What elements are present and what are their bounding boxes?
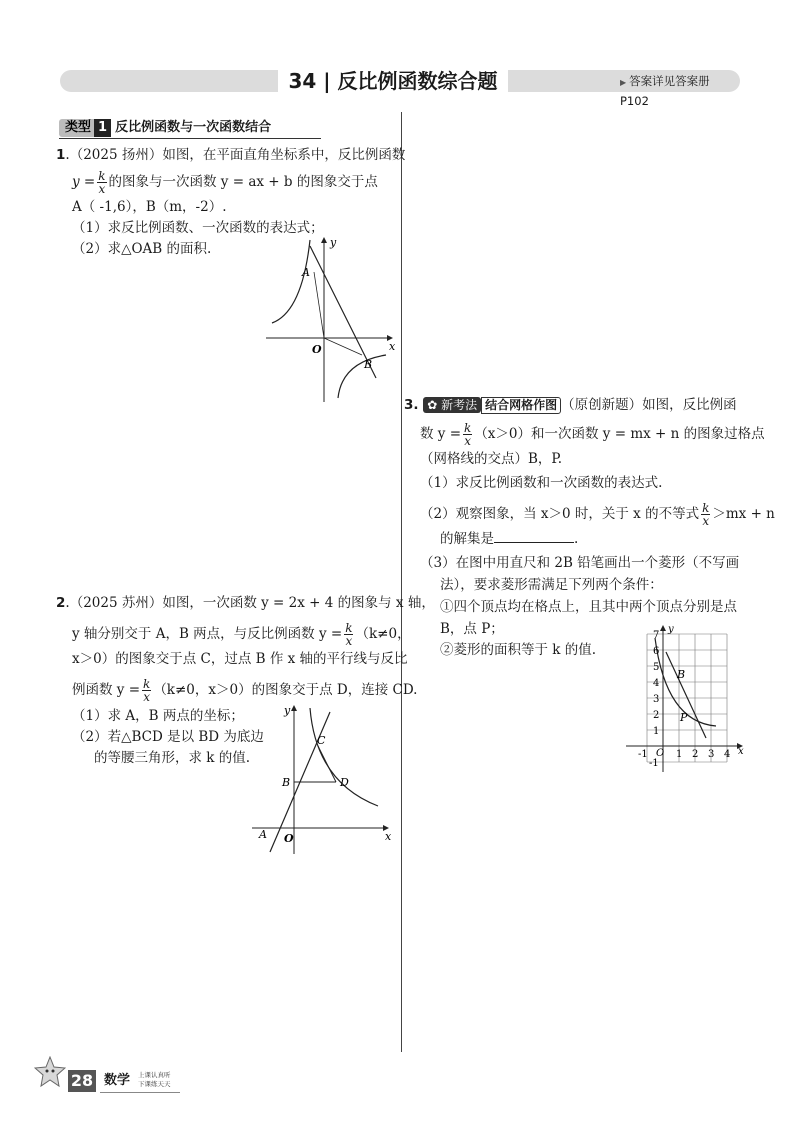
q2-line3: x＞0）的图象交于点 C，过点 B 作 x 轴的平行线与反比 — [72, 651, 408, 667]
q1-origin-label: O — [312, 343, 322, 356]
q1-hyperbola-right — [338, 355, 386, 398]
q2-point-a-label: A — [259, 828, 267, 841]
q2-frac1-num: k — [345, 621, 353, 635]
q2-point-d-label: D — [340, 776, 349, 789]
q1-part2: （2）求△OAB 的面积. — [72, 241, 212, 257]
answer-reference — [620, 72, 740, 108]
q3-number: 3 — [404, 397, 414, 413]
q2-fraction-2 — [142, 678, 151, 703]
q3-cond2: ②菱形的面积等于 k 的值. — [440, 642, 597, 658]
q3-cond1a: ①四个顶点均在格点上，且其中两个顶点分别是点 — [440, 599, 737, 615]
section-underline — [59, 138, 321, 139]
q3-x-tick-label: 4 — [724, 749, 731, 760]
footer-slogan — [138, 1071, 171, 1089]
q3-part1: （1）求反比例函数和一次函数的表达式. — [420, 475, 663, 491]
q2-line2 — [72, 622, 411, 647]
section-tag-number: 1 — [94, 119, 111, 137]
q1-segment-ob — [324, 338, 362, 355]
q2-part2a: （2）若△BCD 是以 BD 为底边 — [72, 729, 264, 745]
q2-frac2-den: x — [143, 690, 151, 704]
q3-y-tick-label: 2 — [653, 710, 660, 721]
q3-y-tick-label: 5 — [653, 662, 660, 673]
q3-frac1-num: k — [464, 421, 472, 435]
section-title: 反比例函数与一次函数结合 — [115, 120, 272, 135]
q3-x-tick-label: 3 — [708, 749, 715, 760]
q1-line3: A（ -1,6），B（m，-2）. — [72, 199, 227, 215]
q2-line4-text-a: 例函数 y = — [72, 682, 141, 698]
q3-y-tick-label: 4 — [653, 678, 660, 689]
q2-line1-text: .（2025 苏州）如图，一次函数 y = 2x + 4 的图象与 x 轴， — [65, 595, 435, 611]
q1-y-label: y — [330, 236, 337, 249]
q1-source: .（2025 扬州）如图，在平面直角坐标系中，反比例函数 — [65, 147, 406, 163]
q3-y-tick-label: 1 — [653, 726, 660, 737]
column-divider — [401, 112, 402, 1052]
q3-y-tick-label: 7 — [653, 630, 660, 641]
q1-segment-oa — [314, 272, 324, 338]
q3-grid-graph — [626, 622, 748, 778]
q3-frac1-den: x — [464, 434, 472, 448]
q2-origin-label: O — [284, 832, 294, 845]
q1-number: 1 — [56, 147, 66, 163]
q2-y-label: y — [284, 704, 291, 717]
q3-cond1b: B，点 P； — [440, 621, 504, 637]
q3-badge-new — [423, 397, 481, 413]
q3-line2 — [420, 422, 765, 447]
q3-badge-new-text: 新考法 — [441, 398, 478, 412]
q3-part3b: 法），要求菱形需满足下列两个条件： — [440, 577, 663, 593]
q3-line1-text: （原创新题）如图，反比例函 — [561, 397, 737, 413]
q2-frac2-num: k — [143, 677, 151, 691]
q2-x-label: x — [385, 830, 392, 843]
star-icon: ✿ — [427, 398, 438, 412]
q2-part2b: 的等腰三角形，求 k 的值. — [94, 750, 251, 766]
triangle-icon: ▶ — [620, 78, 627, 87]
q3-x-tick-label: 1 — [676, 749, 683, 760]
q3-fraction-2 — [701, 502, 710, 527]
q2-line2-text-b: （k≠0， — [355, 626, 411, 642]
q3-part2-period: . — [574, 531, 579, 547]
q1-part1: （1）求反比例函数、一次函数的表达式； — [72, 220, 324, 236]
q3-part2 — [420, 502, 775, 527]
q3-x-label: x — [738, 746, 744, 757]
q1-y-eq: y = — [72, 174, 96, 190]
footer-slogan-1: 上课认真听 — [138, 1071, 171, 1079]
footer-slogan-2: 下课练天天 — [138, 1080, 171, 1088]
q1-graph — [262, 232, 400, 408]
q3-badge-grid: 结合网格作图 — [481, 397, 561, 414]
q1-line1 — [56, 146, 405, 164]
q2-graph — [248, 702, 396, 862]
q3-x-tick-label: -1 — [638, 749, 648, 760]
q3-line2-text-b: （x＞0）和一次函数 y = mx + n 的图象过格点 — [474, 426, 765, 442]
q1-line2 — [72, 170, 378, 195]
q2-part1: （1）求 A，B 两点的坐标； — [72, 708, 244, 724]
q2-segment-cd — [318, 746, 336, 782]
footer-subject: 数学 — [104, 1073, 131, 1088]
q3-answer-blank[interactable] — [494, 530, 574, 543]
q3-part2-answer — [440, 530, 578, 548]
q1-line2-text: 的图象与一次函数 y = ax + b 的图象交于点 — [108, 174, 378, 190]
q3-point-p-label: P — [680, 711, 688, 724]
q3-y-tick-label: 6 — [653, 646, 660, 657]
q1-fraction — [97, 170, 106, 195]
q1-hyperbola-left — [272, 240, 310, 323]
q3-line1: 3. ✿ 新考法 结合网格作图 （原创新题）如图，反比例函 — [404, 397, 737, 413]
q2-line1 — [56, 594, 435, 612]
q2-point-b-label: B — [282, 776, 291, 789]
q2-number: 2 — [56, 595, 66, 611]
page-number: 28 — [68, 1070, 96, 1092]
q3-line2-text-a: 数 y = — [420, 426, 462, 442]
q3-y-tick-label: -1 — [649, 758, 659, 769]
page-title: 34 | 反比例函数综合题 — [278, 66, 508, 96]
q2-line4-text-b: （k≠0，x＞0）的图象交于点 D，连接 CD. — [153, 682, 418, 698]
q3-x-tick-label: 2 — [692, 749, 699, 760]
q3-part2-text-c: 的解集是 — [440, 531, 494, 547]
q2-frac1-den: x — [345, 634, 353, 648]
q1-point-a-label: A — [302, 266, 310, 279]
q2-fraction-1 — [344, 622, 353, 647]
q2-hyperbola — [310, 708, 378, 806]
q3-point-b-label: B — [677, 668, 686, 681]
section-tag — [59, 119, 271, 137]
footer-rule — [100, 1092, 180, 1093]
q3-part2-text-b: ＞mx + n — [712, 506, 775, 522]
q3-part3a: （3）在图中用直尺和 2B 铅笔画出一个菱形（不写画 — [420, 555, 740, 571]
q3-origin-label: O — [656, 748, 665, 759]
answer-reference-text: 答案详见答案册 P102 — [620, 74, 710, 108]
q3-y-tick-label: 3 — [653, 694, 660, 705]
q1-point-b-label: B — [364, 358, 373, 371]
mascot-star-icon — [34, 1056, 66, 1088]
q3-y-label: y — [668, 624, 674, 635]
q3-part2-text-a: （2）观察图象，当 x＞0 时，关于 x 的不等式 — [420, 506, 700, 522]
q3-frac2-num: k — [702, 501, 710, 515]
q1-frac-num: k — [98, 169, 106, 183]
q2-point-c-label: C — [317, 734, 326, 747]
q3-frac2-den: x — [702, 514, 710, 528]
q2-line2-text-a: y 轴分别交于 A，B 两点，与反比例函数 y = — [72, 626, 343, 642]
q3-fraction-1 — [463, 422, 472, 447]
q1-x-label: x — [389, 340, 396, 353]
section-tag-label: 类型 — [59, 119, 97, 137]
q2-line4 — [72, 678, 417, 703]
q3-line3: （网格线的交点）B，P. — [420, 451, 563, 467]
q1-frac-den: x — [98, 182, 106, 196]
